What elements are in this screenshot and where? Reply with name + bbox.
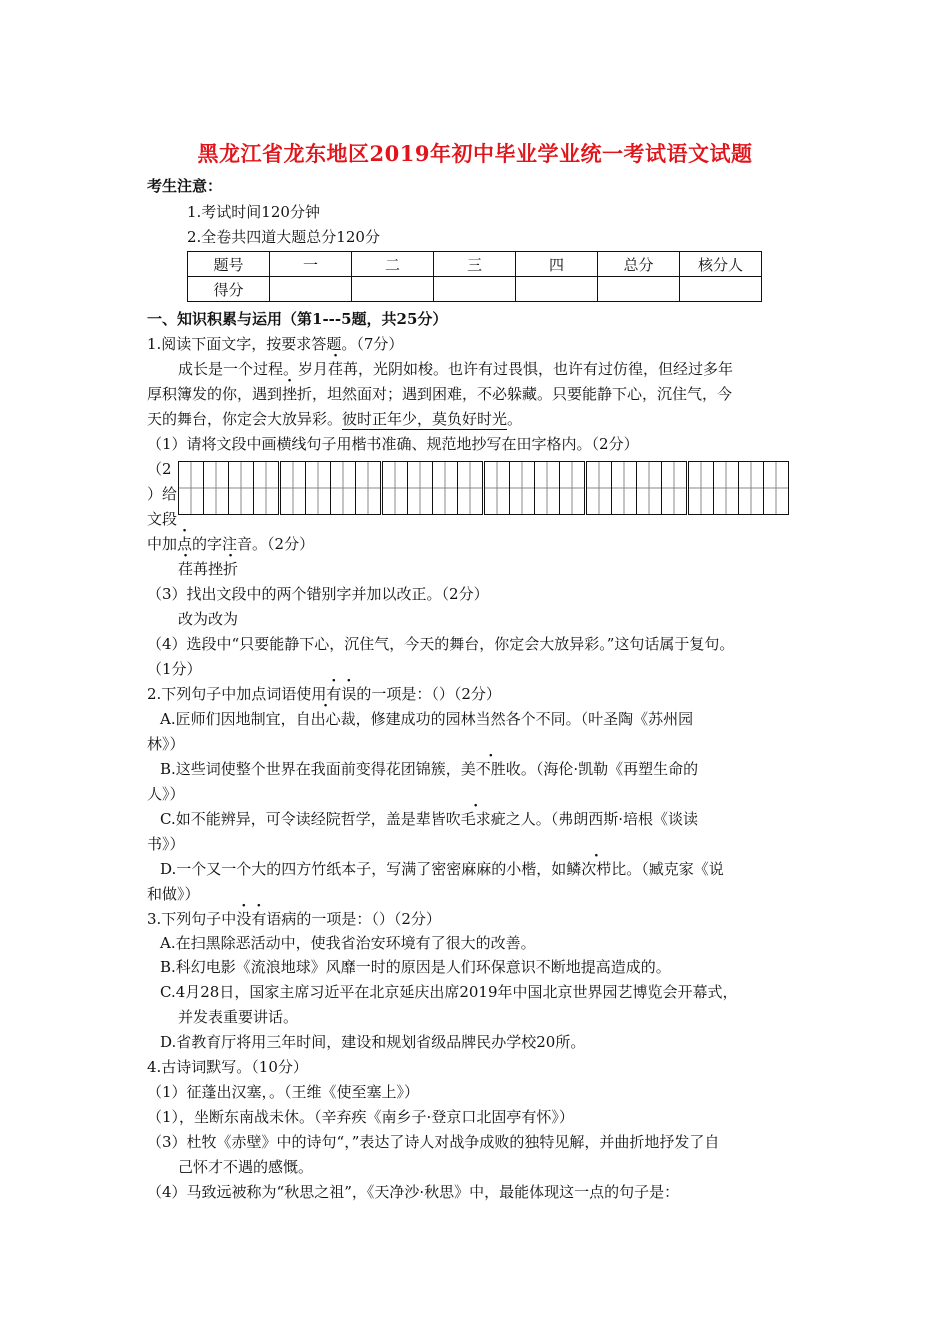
q3-option-d: D.省教育厅将用三年时间，建设和规划省级品牌民办学校20所。	[160, 1033, 586, 1051]
q1-sub-2-answer: 荏苒挫折	[178, 560, 239, 578]
q4-sub-3-cont: 己怀才不遇的感慨。	[178, 1158, 314, 1176]
tianzige-grid[interactable]	[178, 461, 790, 515]
q1-passage-line-3: 天的舞台，你定会大放异彩。彼时正年少，莫负好时光。	[147, 410, 523, 428]
tianzige-cell[interactable]	[408, 462, 433, 514]
tianzige-cell[interactable]	[433, 462, 458, 514]
q3-option-c: C.4月28日，国家主席习近平在北京延庆出席2019年中国北京世界园艺博览会开幕式，	[160, 983, 738, 1001]
notice-item-2: 2.全卷共四道大题总分120分	[187, 228, 380, 246]
score-table	[187, 251, 762, 302]
tianzige-cell[interactable]	[383, 462, 408, 514]
tianzige-cell[interactable]	[306, 462, 331, 514]
score-header-cell: 三	[434, 252, 516, 277]
tianzige-group	[178, 461, 279, 515]
q2-option-b-cont: 人》）	[147, 785, 185, 803]
q3-stem: 3.下列句子中没有语病的一项是：（）（2分）	[147, 910, 441, 928]
tianzige-cell[interactable]	[179, 462, 204, 514]
tianzige-cell[interactable]	[662, 462, 686, 514]
score-header-cell: 题号	[188, 252, 270, 277]
q4-stem: 4.古诗词默写。（10分）	[147, 1058, 308, 1076]
q1-sub-1: （1）请将文段中画横线句子用楷书准确、规范地抄写在田字格内。（2分）	[147, 435, 639, 453]
tianzige-cell[interactable]	[689, 462, 714, 514]
tianzige-cell[interactable]	[714, 462, 739, 514]
tianzige-cell[interactable]	[739, 462, 764, 514]
score-table-header-row	[188, 252, 762, 277]
score-cell	[516, 277, 598, 302]
score-header-cell: 二	[352, 252, 434, 277]
tianzige-cell[interactable]	[764, 462, 788, 514]
q2-option-b: B.这些词使整个世界在我面前变得花团锦簇，美不胜收。（海伦·凯勒《再塑生命的	[160, 760, 699, 778]
q1-sub-4-score: （1分）	[147, 660, 202, 678]
score-header-cell: 核分人	[680, 252, 762, 277]
score-cell	[598, 277, 680, 302]
q4-sub-2: （1），坐断东南战未休。（辛弃疾《南乡子·登京口北固亭有怀》）	[147, 1108, 574, 1126]
q1-passage-line-2: 厚积簿发的你，遇到挫折，坦然面对；遇到困难，不必躲藏。只要能静下心，沉住气，今	[147, 385, 733, 403]
score-header-cell: 一	[270, 252, 352, 277]
q4-sub-4: （4）马致远被称为“秋思之祖”，《天净沙·秋思》中，最能体现这一点的句子是：	[147, 1183, 680, 1201]
score-row-label: 得分	[188, 277, 270, 302]
tianzige-cell[interactable]	[229, 462, 254, 514]
tianzige-cell[interactable]	[587, 462, 612, 514]
q1-sub-2-part: ）给	[147, 485, 178, 503]
q1-sub-2-tail: 中加点的字注音。（2分）	[147, 535, 315, 553]
score-header-cell: 总分	[598, 252, 680, 277]
q2-option-c: C.如不能辨异，可令读经院哲学，盖是辈皆吹毛求疵之人。（弗朗西斯·培根《谈读	[160, 810, 699, 828]
score-cell	[680, 277, 762, 302]
q1-sub-3: （3）找出文段中的两个错别字并加以改正。（2分）	[147, 585, 489, 603]
tianzige-group	[586, 461, 687, 515]
q1-sub-2-part: 文段	[147, 510, 178, 528]
tianzige-group	[280, 461, 381, 515]
score-cell	[270, 277, 352, 302]
q1-sub-2-part: （2	[147, 460, 172, 478]
tianzige-cell[interactable]	[560, 462, 584, 514]
section-1-heading: 一、知识积累与运用（第1---5题，共25分）	[147, 310, 448, 328]
tianzige-cell[interactable]	[510, 462, 535, 514]
tianzige-cell[interactable]	[458, 462, 482, 514]
q2-stem: 2.下列句子中加点词语使用有误的一项是：（）（2分）	[147, 685, 501, 703]
notice-heading: 考生注意：	[147, 177, 223, 195]
tianzige-cell[interactable]	[485, 462, 510, 514]
q4-sub-3: （3）杜牧《赤壁》中的诗句“，”表达了诗人对战争成败的独特见解，并曲折地抒发了自	[147, 1133, 720, 1151]
q3-option-b: B.科幻电影《流浪地球》风靡一时的原因是人们环保意识不断地提高造成的。	[160, 958, 671, 976]
q2-option-c-cont: 书》）	[147, 835, 185, 853]
tianzige-cell[interactable]	[612, 462, 637, 514]
page-title: 黑龙江省龙东地区2019年初中毕业学业统一考试语文试题	[197, 141, 753, 166]
tianzige-group	[484, 461, 585, 515]
score-cell	[352, 277, 434, 302]
tianzige-cell[interactable]	[535, 462, 560, 514]
q1-sub-4: （4）选段中“只要能静下心，沉住气，今天的舞台，你定会大放异彩。”这句话属于复句。	[147, 635, 735, 653]
tianzige-cell[interactable]	[281, 462, 306, 514]
underlined-sentence: 彼时正年少，莫负好时光	[342, 410, 508, 428]
q1-sub-3-answer: 改为改为	[178, 610, 239, 628]
q3-option-c-cont: 并发表重要讲话。	[178, 1008, 299, 1026]
q1-passage-line-1: 成长是一个过程。岁月荏苒，光阴如梭。也许有过畏惧，也许有过仿徨，但经过多年	[178, 360, 734, 378]
tianzige-group	[688, 461, 789, 515]
tianzige-cell[interactable]	[637, 462, 662, 514]
q3-option-a: A.在扫黑除恶活动中，使我省治安环境有了很大的改善。	[160, 934, 536, 952]
q2-option-a-cont: 林》）	[147, 735, 185, 753]
tianzige-group	[382, 461, 483, 515]
tianzige-cell[interactable]	[331, 462, 356, 514]
score-header-cell: 四	[516, 252, 598, 277]
q4-sub-1: （1）征蓬出汉塞，。（王维《使至塞上》）	[147, 1083, 420, 1101]
tianzige-cell[interactable]	[356, 462, 380, 514]
notice-item-1: 1.考试时间120分钟	[187, 203, 320, 221]
tianzige-cell[interactable]	[204, 462, 229, 514]
q2-option-d: D.一个又一个大的四方竹纸本子，写满了密密麻麻的小楷，如鳞次栉比。（臧克家《说	[160, 860, 724, 878]
q1-stem: 1.阅读下面文字，按要求答题。（7分）	[147, 335, 404, 353]
q2-option-d-cont: 和做》）	[147, 885, 200, 903]
score-table-row	[188, 277, 762, 302]
score-cell	[434, 277, 516, 302]
q2-option-a: A.匠师们因地制宜，自出心裁，修建成功的园林当然各个不同。（叶圣陶《苏州园	[160, 710, 694, 728]
tianzige-cell[interactable]	[254, 462, 278, 514]
